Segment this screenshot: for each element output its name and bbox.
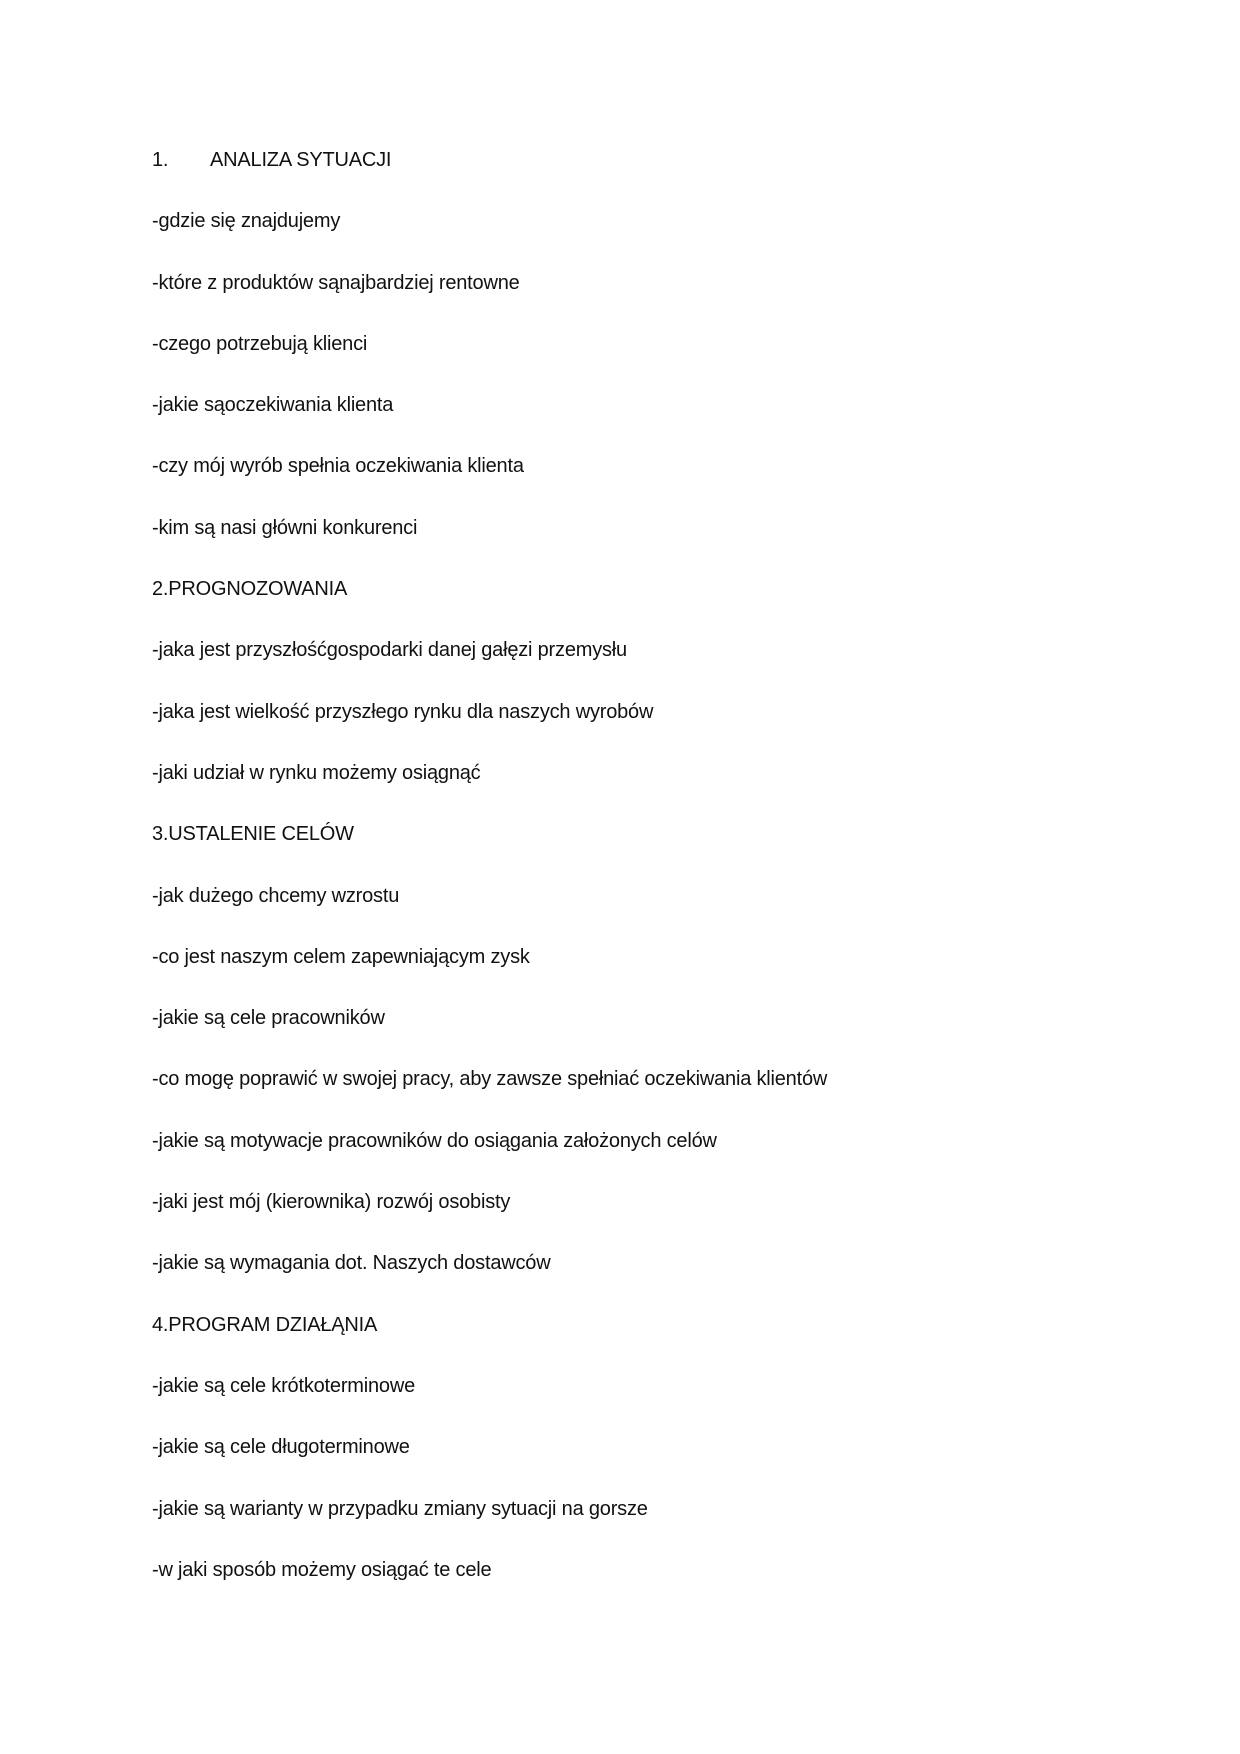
section-3-heading: 3.USTALENIE CELÓW — [152, 823, 354, 846]
section-1-number: 1. — [152, 149, 169, 171]
document-content — [152, 146, 1152, 1617]
list-item: -co mogę poprawić w swojej pracy, aby zawsze spełniać oczekiwania klientów — [152, 1068, 828, 1091]
list-item: -jaki udział w rynku możemy osiągnąć — [152, 761, 481, 784]
list-item: -jakie są motywacje pracowników do osiągania założonych celów — [152, 1129, 717, 1152]
section-1-title: ANALIZA SYTUACJI — [210, 149, 392, 171]
list-item: -czego potrzebują klienci — [152, 332, 368, 355]
list-item: -jak dużego chcemy wzrostu — [152, 884, 400, 907]
list-item: -jakie sąoczekiwania klienta — [152, 394, 394, 417]
list-item: -co jest naszym celem zapewniającym zysk — [152, 945, 530, 968]
list-item: -kim są nasi główni konkurenci — [152, 516, 418, 539]
list-item: -jakie są warianty w przypadku zmiany sytuacji na gorsze — [152, 1497, 648, 1520]
section-4-heading: 4.PROGRAM DZIAŁĄNIA — [152, 1313, 378, 1336]
list-item: -które z produktów sąnajbardziej rentowne — [152, 271, 520, 294]
list-item: -gdzie się znajdujemy — [152, 210, 341, 233]
list-item: -jakie są cele krótkoterminowe — [152, 1374, 415, 1397]
list-item: -jaka jest przyszłośćgospodarki danej gałęzi przemysłu — [152, 639, 627, 662]
list-item: -w jaki sposób możemy osiągać te cele — [152, 1558, 492, 1581]
list-item: -jakie są wymagania dot. Naszych dostawców — [152, 1252, 551, 1275]
section-2-heading: 2.PROGNOZOWANIA — [152, 578, 348, 601]
list-item: -jaka jest wielkość przyszłego rynku dla naszych wyrobów — [152, 700, 654, 723]
list-item: -jaki jest mój (kierownika) rozwój osobisty — [152, 1191, 511, 1214]
list-item: -jakie są cele długoterminowe — [152, 1436, 410, 1459]
section-1-heading — [152, 146, 1152, 207]
list-item: -jakie są cele pracowników — [152, 1007, 385, 1030]
list-item: -czy mój wyrób spełnia oczekiwania klienta — [152, 455, 524, 478]
